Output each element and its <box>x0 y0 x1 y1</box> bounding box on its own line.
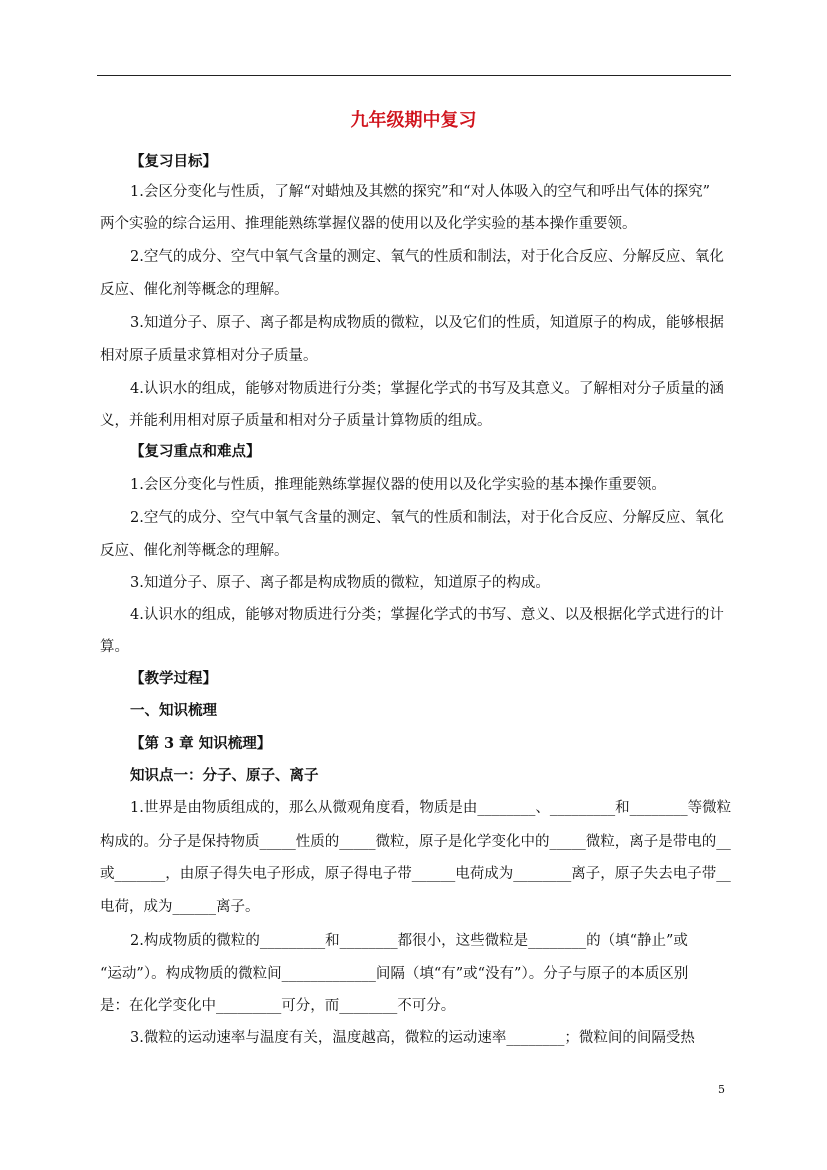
section-heading: 【第 3 章 知识梳理】 <box>130 735 272 752</box>
body-text-line: 4.认识水的组成，能够对物质进行分类；掌握化学式的书写、意义、以及根据化学式进行的计 <box>130 607 724 623</box>
document-title: 九年级期中复习 <box>350 110 477 131</box>
body-text-line: 义，并能利用相对原子质量和相对分子质量计算物质的组成。 <box>100 413 492 429</box>
section-heading: 【复习目标】 <box>130 153 217 170</box>
body-text-line: 2.构成物质的微粒的_________和________都很小，这些微粒是________的（填“静止”或 <box>130 933 688 949</box>
body-text-line: 或_______，由原子得失电子形成，原子得电子带______电荷成为________离子，原子失去电子带__ <box>100 866 731 882</box>
page-number: 5 <box>718 1083 725 1096</box>
body-text-line: 反应、催化剂等概念的理解。 <box>100 543 289 559</box>
body-text-line: 3.知道分子、原子、离子都是构成物质的微粒，知道原子的构成。 <box>130 575 550 591</box>
section-heading: 【教学过程】 <box>130 670 217 687</box>
body-text-line: 相对原子质量求算相对分子质量。 <box>100 348 318 364</box>
body-text-line: 4.认识水的组成，能够对物质进行分类；掌握化学式的书写及其意义。了解相对分子质量的涵 <box>130 381 724 397</box>
header-rule <box>97 75 731 76</box>
body-text-line: 1.会区分变化与性质，了解“对蜡烛及其燃的探究”和“对人体吸入的空气和呼出气体的探究” <box>130 184 710 200</box>
body-text-line: 3.微粒的运动速率与温度有关，温度越高，微粒的运动速率________；微粒间的间隔受热 <box>130 1030 695 1046</box>
body-text-line: 1.世界是由物质组成的，那么从微观角度看，物质是由________、_________和________等微粒 <box>130 800 732 816</box>
body-text-line: 是：在化学变化中_________可分，而________不可分。 <box>100 998 456 1014</box>
body-text-line: 反应、催化剂等概念的理解。 <box>100 282 289 298</box>
body-text-line: 算。 <box>100 639 129 655</box>
body-text-line: “运动”）。构成物质的微粒间_____________间隔（填“有”或“没有”）。分子与原子的本质区别 <box>100 966 689 982</box>
body-text-line: 电荷，成为______离子。 <box>100 899 260 915</box>
section-heading: 一、知识梳理 <box>130 702 217 719</box>
body-text-line: 1.会区分变化与性质，推理能熟练掌握仪器的使用以及化学实验的基本操作重要领。 <box>130 477 666 493</box>
body-text-line: 两个实验的综合运用、推理能熟练掌握仪器的使用以及化学实验的基本操作重要领。 <box>100 216 637 232</box>
section-heading: 知识点一：分子、原子、离子 <box>130 767 319 784</box>
body-text-line: 2.空气的成分、空气中氧气含量的测定、氧气的性质和制法，对于化合反应、分解反应、氧化 <box>130 510 724 526</box>
body-text-line: 2.空气的成分、空气中氧气含量的测定、氧气的性质和制法，对于化合反应、分解反应、氧化 <box>130 249 724 265</box>
body-text-line: 构成的。分子是保持物质_____性质的_____微粒，原子是化学变化中的_____微粒，离子是带电的__ <box>100 834 731 850</box>
body-text-line: 3.知道分子、原子、离子都是构成物质的微粒，以及它们的性质，知道原子的构成，能够根据 <box>130 315 724 331</box>
section-heading: 【复习重点和难点】 <box>130 443 261 460</box>
